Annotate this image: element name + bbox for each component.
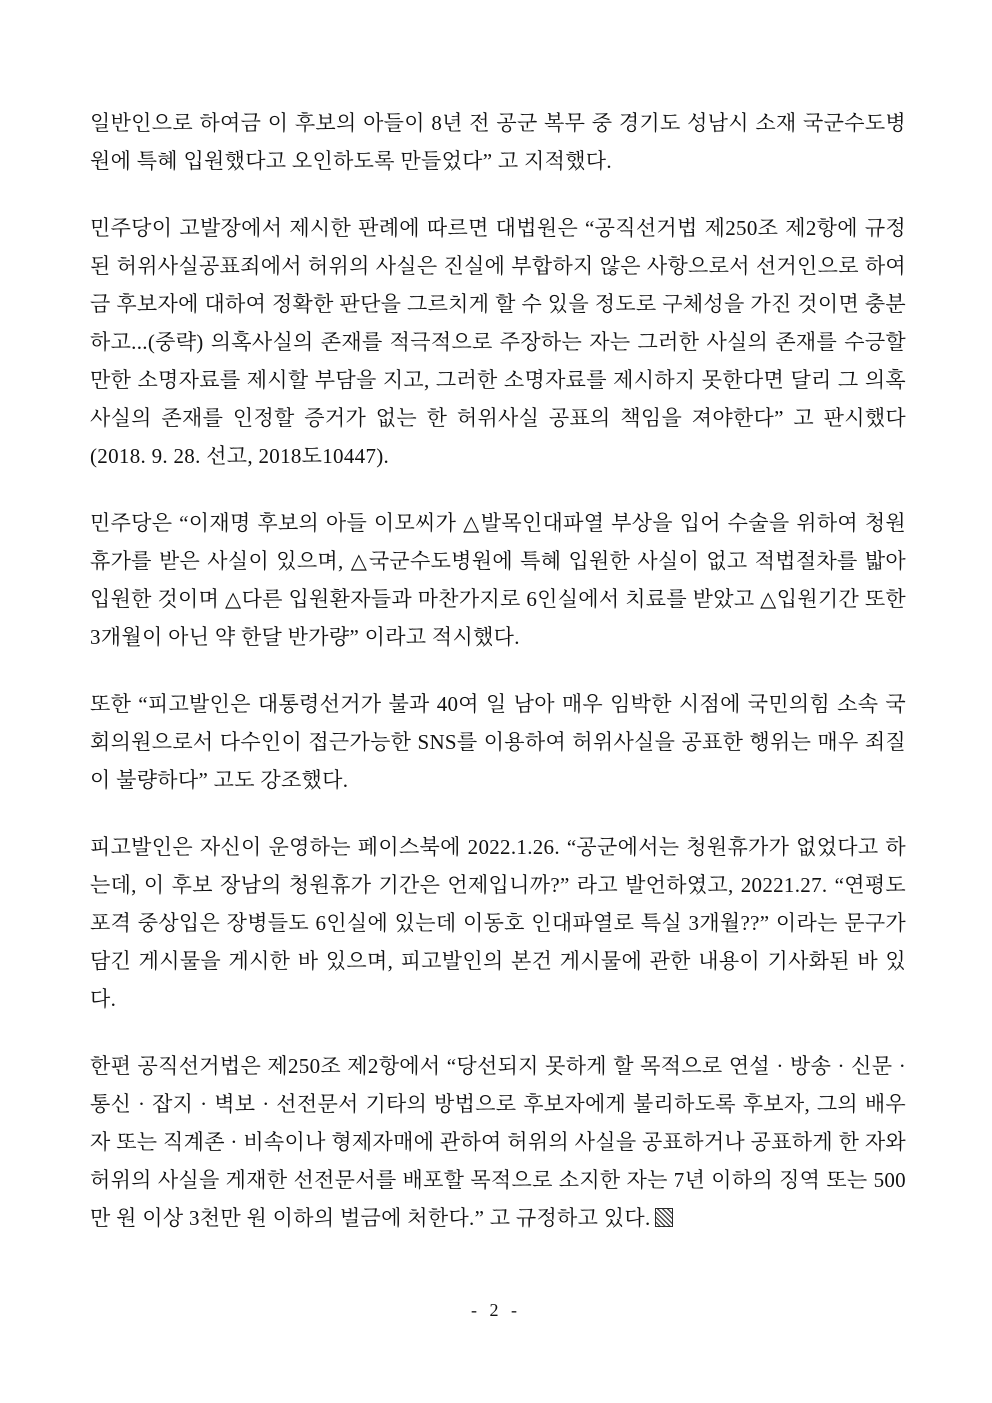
paragraph-4: 또한 “피고발인은 대통령선거가 불과 40여 일 남아 매우 임박한 시점에 국민의힘 소속 국회의원으로서 다수인이 접근가능한 SNS를 이용하여 허위사실을 공표한 행위는 매우 죄질이 불량하다” 고도 강조했다. (90, 692, 906, 792)
paragraph-5: 피고발인은 자신이 운영하는 페이스북에 2022.1.26. “공군에서는 청원휴가가 없었다고 하는데, 이 후보 장남의 청원휴가 기간은 언제입니까?” 라고 발언하였고, 20221.27. “연평도 포격 중상입은 장병들도 6인실에 있는데 이동호 인대파열로 특실 3개월??” 이라는 문구가 담긴 게시물을 게시한 바 있으며, 피고발인의 본건 게시물에 관한 내용이 기사화된 바 있다. (90, 835, 906, 1011)
paragraph-3: 민주당은 “이재명 후보의 아들 이모씨가 △발목인대파열 부상을 입어 수술을 위하여 청원휴가를 받은 사실이 있으며, △국군수도병원에 특혜 입원한 사실이 없고 적법절차를 밟아 입원한 것이며 △다른 입원환자들과 마찬가지로 6인실에서 치료를 받았고 △입원기간 또한 3개월이 아닌 약 한달 반가량” 이라고 적시했다. (90, 511, 906, 649)
paragraph-6 (90, 1047, 906, 1237)
document-body (90, 104, 906, 1266)
page-number: - 2 - (471, 1300, 521, 1320)
paragraph-2: 민주당이 고발장에서 제시한 판례에 따르면 대법원은 “공직선거법 제250조 제2항에 규정된 허위사실공표죄에서 허위의 사실은 진실에 부합하지 않은 사항으로서 선거인으로 하여금 후보자에 대하여 정확한 판단을 그르치게 할 수 있을 정도로 구체성을 가진 것이면 충분하고...(중략) 의혹사실의 존재를 적극적으로 주장하는 자는 그러한 사실의 존재를 수긍할 만한 소명자료를 제시할 부담을 지고, 그러한 소명자료를 제시하지 못한다면 달리 그 의혹사실의 존재를 인정할 증거가 없는 한 허위사실 공표의 책임을 져야한다” 고 판시했다(2018. 9. 28. 선고, 2018도10447). (90, 216, 906, 468)
paragraph-1: 일반인으로 하여금 이 후보의 아들이 8년 전 공군 복무 중 경기도 성남시 소재 국군수도병원에 특혜 입원했다고 오인하도록 만들었다” 고 지적했다. (90, 111, 906, 173)
article-end-mark-icon (655, 1208, 673, 1227)
paragraph-6-text: 한편 공직선거법은 제250조 제2항에서 “당선되지 못하게 할 목적으로 연설 · 방송 · 신문 · 통신 · 잡지 · 벽보 · 선전문서 기타의 방법으로 후보자에게 불리하도록 후보자, 그의 배우자 또는 직계존 · 비속이나 형제자매에 관하여 허위의 사실을 공표하거나 공표하게 한 자와 허위의 사실을 게재한 선전문서를 배포할 목적으로 소지한 자는 7년 이하의 징역 또는 500만 원 이상 3천만 원 이하의 벌금에 처한다.” 고 규정하고 있다. (90, 1054, 906, 1230)
